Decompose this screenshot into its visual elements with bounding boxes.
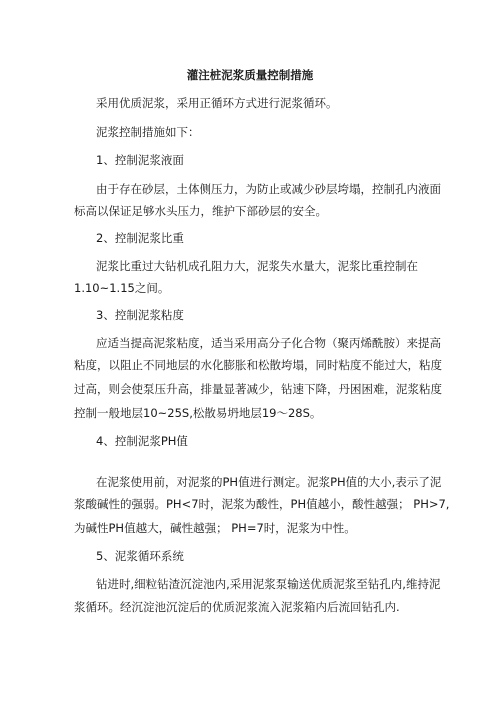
paragraph-4-line-2: 浆酸碱性的强弱。PH<7时，泥浆为酸性，PH值越小，酸性越强； PH>7,	[74, 497, 450, 511]
document-title: 灌注桩泥浆质量控制措施	[186, 68, 314, 82]
paragraph-3-line-4: 控制一般地层10~25S,松散易坍地层19～28S。	[74, 406, 322, 420]
paragraph-2-line-1: 泥浆比重过大钻机成孔阻力大，泥浆失水量大，泥浆比重控制在	[96, 259, 418, 273]
paragraph-4-line-3: 为碱性PH值越大，碱性越强； PH=7时，泥浆为中性。	[74, 521, 356, 535]
paragraph-3-line-1: 应适当提高泥浆粘度，适当采用高分子化合物（聚丙烯酰胺）来提高	[96, 336, 441, 350]
paragraph-2-line-2: 1.10~1.15之间。	[74, 281, 170, 295]
paragraph-1-line-2: 标高以保证足够水头压力，维护下部砂层的安全。	[74, 204, 327, 218]
paragraph-4-line-1: 在泥浆使用前，对泥浆的PH值进行测定。泥浆PH值的大小,表示了泥	[96, 475, 442, 489]
heading-2: 2、控制泥浆比重	[96, 231, 184, 245]
heading-3: 3、控制泥浆粘度	[96, 308, 184, 322]
paragraph-3-line-3: 过高，则会使泵压升高，排量显著减少，钻速下降，丹困困难，泥浆粘度	[74, 382, 442, 396]
paragraph-5-line-2: 浆循环。经沉淀池沉淀后的优质泥浆流入泥浆箱内后流回钻孔内.	[74, 600, 400, 614]
heading-1: 1、控制泥浆液面	[96, 153, 184, 167]
intro-line: 采用优质泥浆，采用正循环方式进行泥浆循环。	[96, 96, 338, 110]
heading-4: 4、控制泥浆PH值	[96, 434, 188, 448]
measures-intro: 泥浆控制措施如下：	[96, 125, 200, 139]
heading-5: 5、泥浆循环系统	[96, 549, 184, 563]
paragraph-1-line-1: 由于存在砂层，土体侧压力，为防止或减少砂层垮塌，控制孔内液面	[96, 182, 441, 196]
paragraph-3-line-2: 粘度，以阻止不同地层的水化膨胀和松散垮塌，同时粘度不能过大，粘度	[74, 358, 442, 372]
paragraph-5-line-1: 钻进时,细粒钻渣沉淀池内,采用泥浆泵输送优质泥浆至钻孔内,维持泥	[96, 577, 441, 591]
